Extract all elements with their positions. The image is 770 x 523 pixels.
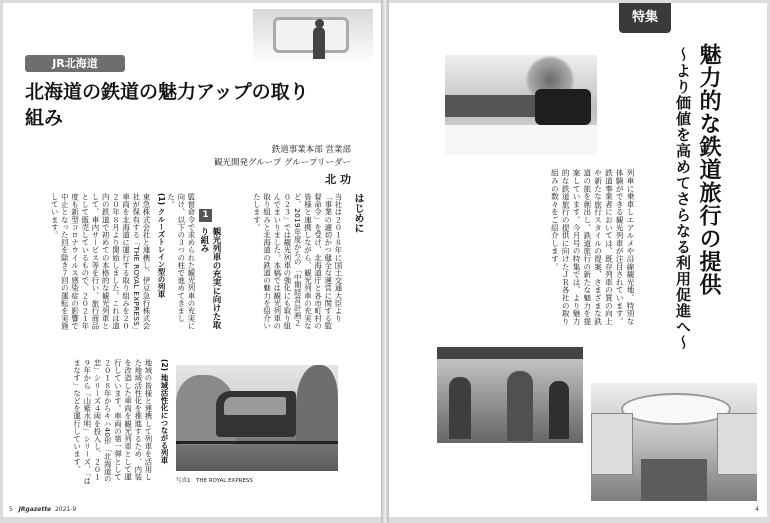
right-page xyxy=(389,3,767,517)
sub2-text: 地域の皆様と連携して列車を活用した地域活性化を推進するため、内装を改造した車両を観光列車として運行しています。車両の第一弾として２０１８年からキハ40形「北海道の恋」シリーズ４両を投入し、２０１９年から「山紫水明」シリーズ、「はまなす」などを運行しています。 xyxy=(72,359,153,485)
royal-express-photo xyxy=(176,365,338,471)
magazine-name: JRgazette xyxy=(18,506,52,513)
left-footer xyxy=(9,506,76,513)
author-group: 観光開発グループ グループリーダー xyxy=(213,158,351,168)
author-name: 北 功 xyxy=(325,173,351,186)
page-gutter xyxy=(381,0,389,523)
feature-main-title: 魅力的な鉄道旅行の提供 xyxy=(696,43,721,296)
steam-locomotive-photo xyxy=(445,55,597,155)
sub1-text: 東急株式会社と連携し、伊豆急行株式会社が保有する「THE ROYAL EXPRESS」車両を北海道に運行する取り組みを２０２０年８月より開始しました。これは道内の鉄道で初めての本格的な観光列車として、車内サービス等を行い、旅行商品として販売しているもので、２０２１年度も新型コロナウイルス感染症の影響で中止となった回を除き７回の運転を実施しています。 xyxy=(50,193,151,330)
section1-heading: 観光列車の充実に向けた取り組み xyxy=(199,227,221,329)
article-title: 北海道の鉄道の魅力アップの取り組み xyxy=(25,81,309,129)
author-dept: 鉄道事業本部 営業部 xyxy=(271,145,351,155)
photo1-caption: 写真1 THE ROYAL EXPRESS xyxy=(176,478,253,484)
sub2-heading: (2) 地域活性化につながる列車 xyxy=(160,359,169,464)
section1-intro: 監督命令で求められた観光列車の充実に向け、以下の３つの柱で進めてきました。 xyxy=(166,193,196,330)
page-number-left: 5 xyxy=(9,506,13,513)
feature-subtitle: 〜より価値を高めてさらなる利用促進へ〜 xyxy=(674,47,692,351)
company-tag: JR北海道 xyxy=(25,55,125,72)
section1-number: 1 xyxy=(199,209,212,222)
intro-heading: はじめに xyxy=(352,193,363,233)
sub1-heading: (1) クルーズトレイン型の列車 xyxy=(157,193,166,298)
issue-number: 2021-9 xyxy=(54,506,77,513)
passengers-photo xyxy=(437,347,583,443)
left-page xyxy=(3,3,381,517)
page-number-right: 4 xyxy=(755,506,759,513)
header-train-photo xyxy=(253,9,373,65)
feature-badge: 特集 xyxy=(619,3,671,33)
feature-lead-text: 列車に乗車しエアルメや沿線観光地、特別な体験ができる観光列車が注目されています。鉄道事業者においては、既存列車の質の向上や新たな旅行スタイルの提案、さまざまな鉄道の旅を創出し、鉄道旅行の新たな魅力を提案しています。今月号の特集では、より魅力的な鉄道旅行の提供に向けたＪＲ各社の取り組みの数々をご紹介します。 xyxy=(550,169,635,325)
train-interior-photo xyxy=(591,383,757,501)
intro-text: 当社は２０１８年に国土交通大臣より「事業の適切かつ健全な運営に関する監督命令」を受け、北海道庁と各市町村の皆様と連携しながら、観光列車の充実など、2019年度からの「中期経営計画２０２３」では観光列車の強化にも取り組んでまいりました。本稿では観光列車の取り組みと北海道の鉄道の魅力を紹介いたします。 xyxy=(252,193,343,330)
